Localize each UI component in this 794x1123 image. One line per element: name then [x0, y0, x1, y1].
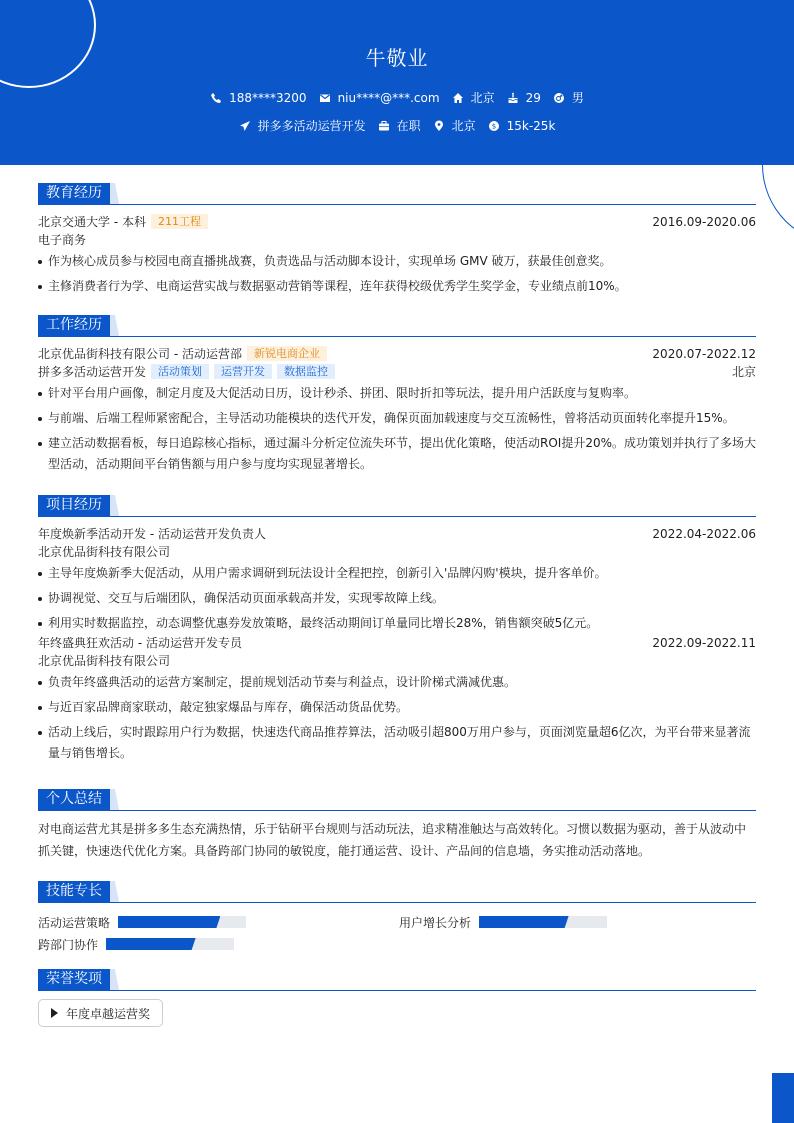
project-title-line — [38, 634, 756, 652]
section-title: 荣誉奖项 — [38, 969, 110, 990]
status-item — [378, 117, 421, 134]
education-bullet: 主修消费者行为学、电商运营实战与数据驱动营销等课程，连年获得校级优秀学生奖学金，专业绩点前10%。 — [38, 276, 756, 297]
section-title-tail — [110, 495, 119, 516]
phone-value: 188****3200 — [229, 90, 307, 105]
skill-item — [38, 913, 246, 931]
education-section — [38, 183, 756, 297]
section-title: 教育经历 — [38, 183, 110, 204]
section-title: 项目经历 — [38, 495, 110, 516]
section-title-tail — [110, 969, 119, 990]
section-header — [38, 495, 756, 517]
summary-text: 对电商运营尤其是拼多多生态充满热情，乐于钻研平台规则与活动玩法，追求精准触达与高效转化。习惯以数据为驱动，善于从波动中抓关键，快速迭代优化方案。具备跨部门协同的敏锐度，能打通运营、设计、产品间的信息墙，务实推动活动落地。 — [38, 822, 747, 858]
age-item — [507, 91, 541, 105]
salary-value: 15k-25k — [506, 118, 556, 133]
section-title: 技能专长 — [38, 881, 110, 902]
briefcase-icon — [378, 120, 390, 132]
section-title-tail — [110, 315, 119, 336]
work-dates: 2020.07-2022.12 — [652, 347, 756, 361]
cake-icon — [507, 92, 519, 104]
work-section — [38, 315, 756, 475]
education-bullet: 作为核心成员参与校园电商直播挑战赛，负责选品与活动脚本设计，实现单场 GMV 破万，获最佳创意奖。 — [38, 251, 756, 272]
skills-list — [38, 911, 756, 959]
section-header — [38, 315, 756, 337]
status-value: 在职 — [396, 119, 421, 133]
target-position-item — [239, 117, 366, 134]
awards-section — [38, 969, 756, 1027]
company-tag: 新锐电商企业 — [247, 346, 327, 361]
school-name: 北京交通大学 - 本科 — [38, 215, 146, 229]
gender-value: 男 — [571, 91, 584, 105]
project-company: 北京优品街科技有限公司 — [38, 654, 171, 668]
city-item — [452, 89, 495, 106]
summary-section — [38, 789, 756, 862]
skill-name: 跨部门协作 — [38, 937, 99, 952]
role-tag: 数据监控 — [277, 364, 335, 379]
school-tag: 211工程 — [151, 214, 208, 229]
resume-header — [0, 0, 794, 165]
skill-item — [399, 913, 607, 931]
work-bullet: 建立活动数据看板，每日追踪核心指标，通过漏斗分析定位流失环节，提出优化策略，使活动ROI提升20%。成功策划并执行了多场大型活动，活动期间平台销售额与用户参与度均实现显著增长。 — [38, 433, 756, 475]
skill-name: 活动运营策略 — [38, 915, 111, 930]
job-intent-row — [0, 117, 794, 134]
project-bullet: 协调视觉、交互与后端团队，确保活动页面承载高并发，实现零故障上线。 — [38, 588, 756, 609]
skill-level-bar — [106, 938, 234, 950]
project-bullet: 负责年终盛典活动的运营方案制定，提前规划活动节奏与利益点，设计阶梯式满减优惠。 — [38, 672, 756, 693]
gender-icon — [553, 92, 565, 104]
email-value: niu****@***.com — [337, 90, 440, 105]
skill-item — [38, 935, 234, 953]
section-title-tail — [110, 789, 119, 810]
city-value: 北京 — [470, 91, 495, 105]
home-icon — [452, 92, 464, 104]
award-name: 年度卓越运营奖 — [66, 1006, 151, 1021]
section-header — [38, 969, 756, 991]
skill-level-fill — [118, 916, 220, 928]
education-school-line — [38, 213, 756, 231]
target-position-value: 拼多多活动运营开发 — [257, 119, 366, 133]
role-name: 拼多多活动运营开发 — [38, 365, 147, 379]
project-company: 北京优品街科技有限公司 — [38, 545, 171, 559]
contact-row — [0, 89, 794, 106]
gender-item — [553, 89, 584, 106]
phone-item — [210, 91, 306, 105]
play-triangle-icon — [51, 1008, 58, 1018]
company-name: 北京优品街科技有限公司 - 活动运营部 — [38, 347, 242, 361]
decorative-corner-block — [772, 1073, 794, 1123]
project-bullet: 主导年度焕新季大促活动，从用户需求调研到玩法设计全程把控，创新引入'品牌闪购'模块，提升客单价。 — [38, 563, 756, 584]
project-dates: 2022.04-2022.06 — [652, 527, 756, 541]
skill-level-bar — [118, 916, 246, 928]
candidate-name: 牛敬业 — [365, 46, 429, 70]
skill-level-fill — [479, 916, 569, 928]
work-company-line — [38, 345, 756, 363]
section-title: 工作经历 — [38, 315, 110, 336]
work-role-line — [38, 363, 756, 381]
target-city-item — [433, 117, 476, 134]
svg-text:$: $ — [491, 122, 496, 131]
section-header — [38, 881, 756, 903]
work-bullet: 与前端、后端工程师紧密配合，主导活动功能模块的迭代开发，确保页面加载速度与交互流畅性，曾将活动页面转化率提升15%。 — [38, 408, 756, 429]
email-item — [319, 91, 440, 105]
projects-section — [38, 495, 756, 764]
dollar-icon — [488, 120, 500, 132]
mail-icon — [319, 92, 331, 104]
role-tag: 运营开发 — [214, 364, 272, 379]
section-title: 个人总结 — [38, 789, 110, 810]
project-title-line — [38, 525, 756, 543]
project-name: 年度焕新季活动开发 - 活动运营开发负责人 — [38, 527, 266, 541]
section-header — [38, 789, 756, 811]
work-location: 北京 — [731, 365, 756, 379]
education-major: 电子商务 — [38, 233, 87, 247]
project-bullet: 与近百家品牌商家联动，敲定独家爆品与库存，确保活动货品优势。 — [38, 697, 756, 718]
section-title-tail — [110, 881, 119, 902]
location-pin-icon — [433, 120, 445, 132]
decorative-arc — [762, 165, 794, 245]
skill-level-fill — [106, 938, 196, 950]
project-dates: 2022.09-2022.11 — [652, 636, 756, 650]
role-tag: 活动策划 — [151, 364, 209, 379]
skill-name: 用户增长分析 — [399, 915, 472, 930]
send-icon — [239, 120, 251, 132]
project-name: 年终盛典狂欢活动 - 活动运营开发专员 — [38, 636, 242, 650]
salary-item — [488, 119, 556, 133]
education-dates: 2016.09-2020.06 — [652, 215, 756, 229]
target-city-value: 北京 — [451, 119, 476, 133]
skill-level-bar — [479, 916, 607, 928]
age-value: 29 — [525, 90, 541, 105]
project-bullet: 活动上线后，实时跟踪用户行为数据，快速迭代商品推荐算法，活动吸引超800万用户参与，页面浏览量超6亿次，为平台带来显著流量与销售增长。 — [38, 722, 756, 764]
section-header — [38, 183, 756, 205]
work-bullet: 针对平台用户画像，制定月度及大促活动日历，设计秒杀、拼团、限时折扣等玩法，提升用户活跃度与复购率。 — [38, 383, 756, 404]
section-title-tail — [110, 183, 119, 204]
skills-section — [38, 881, 756, 959]
project-bullet: 利用实时数据监控，动态调整优惠券发放策略，最终活动期间订单量同比增长28%，销售额突破5亿元。 — [38, 613, 756, 634]
phone-icon — [210, 92, 222, 104]
award-item — [38, 999, 163, 1027]
